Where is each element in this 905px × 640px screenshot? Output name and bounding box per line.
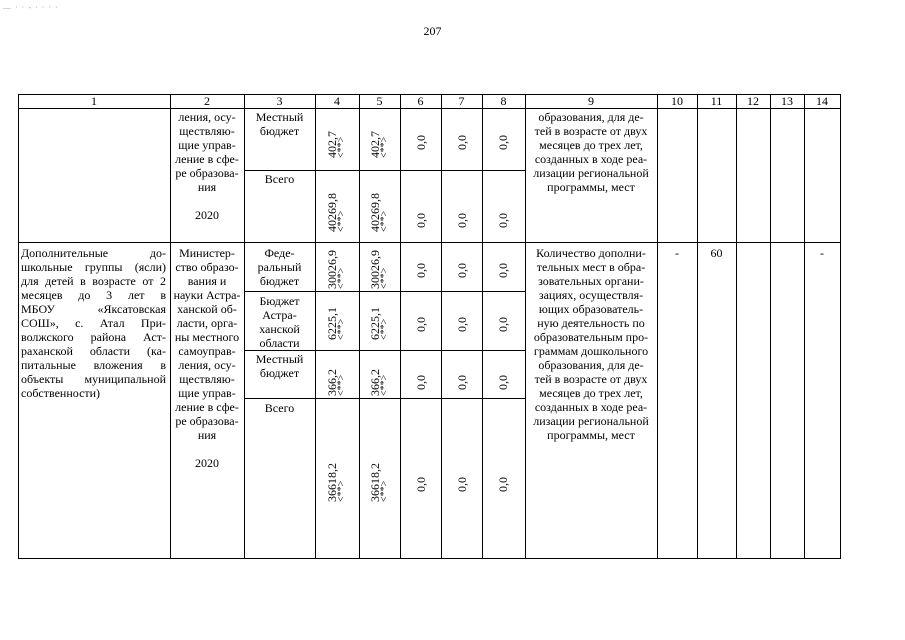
row2-executor-line: вания и xyxy=(187,274,227,288)
row-separator xyxy=(18,242,841,243)
row2-zero-9: 0,0 xyxy=(414,477,428,492)
row2-col14-value: - xyxy=(820,246,824,260)
row2-executor-line: ре образова- xyxy=(175,414,239,428)
row2-executor-line: науки Астра- xyxy=(173,288,241,302)
row2-source-regional xyxy=(246,294,313,350)
row1-local-col5-value: 402,7 xyxy=(368,131,382,158)
table-column-border xyxy=(804,94,805,559)
row2-source-federal-line: бюджет xyxy=(259,274,300,288)
row1-executor-line: ния xyxy=(197,180,217,194)
row2-executor-line: ханской об- xyxy=(177,302,237,316)
row2-federal-col4-note: <**> xyxy=(336,267,347,289)
row1-indicator-line: тей в возрасте от двух xyxy=(534,124,648,138)
row2-local-col5-value: 366,2 xyxy=(368,369,382,396)
row1-zero-4: 0,0 xyxy=(455,213,469,228)
row2-federal-col5-note: <**> xyxy=(379,267,390,289)
row2-indicator-line: ющих образователь- xyxy=(538,302,644,316)
row1-source-local xyxy=(246,110,313,138)
row2-col10-value: - xyxy=(675,246,679,260)
row2-zero-3: 0,0 xyxy=(414,317,428,332)
row2-source-total xyxy=(246,401,313,415)
row2-regional-col5-note: <**> xyxy=(379,318,390,340)
row2-object-line: месяцев до 3 лет в xyxy=(21,288,166,302)
header-col-6: 6 xyxy=(417,94,424,108)
row2-indicator-line: зовательных органи- xyxy=(538,274,644,288)
table-column-border xyxy=(657,94,658,559)
row1-executor-line: 2020 xyxy=(195,208,219,222)
row2-local-col5 xyxy=(370,369,389,396)
row2-executor-line: Министер- xyxy=(179,246,235,260)
row2-local-col4-note: <**> xyxy=(336,374,347,396)
header-col-8: 8 xyxy=(500,94,507,108)
row2-total-col5 xyxy=(370,463,389,502)
row1-indicator-line: программы, мест xyxy=(547,180,635,194)
row2-federal-col4-value: 30026,9 xyxy=(325,250,339,289)
header-col-7: 7 xyxy=(458,94,465,108)
header-col-3: 3 xyxy=(276,94,283,108)
table-column-border xyxy=(400,94,401,559)
row1-total-col4 xyxy=(327,193,346,232)
row2-executor-line: щие управ- xyxy=(178,386,236,400)
header-col-9: 9 xyxy=(588,94,594,108)
row1-indicator-line: созданных в ходе реа- xyxy=(534,152,648,166)
row2-federal-col5 xyxy=(370,250,389,289)
row2-zero-2: 0,0 xyxy=(496,263,510,278)
row2-indicator-line: месяцев до трех лет, xyxy=(539,386,643,400)
row2-executor-line: ны местного xyxy=(174,330,240,344)
row1-zero-5: 0,0 xyxy=(496,213,510,228)
row2-zero-7: 0,0 xyxy=(455,375,469,390)
row2-zero-1: 0,0 xyxy=(455,263,469,278)
row2-indicator xyxy=(527,246,655,442)
row1-executor-line: ление в сфе- xyxy=(175,152,239,166)
row1-subrow-line xyxy=(244,170,526,171)
row2-indicator-line: тей в возрасте от двух xyxy=(534,372,648,386)
row1-executor-line: ре образова- xyxy=(175,166,239,180)
row2-executor-line: самоуправ- xyxy=(178,344,236,358)
table-column-border xyxy=(482,94,483,559)
row2-executor-line xyxy=(172,442,242,456)
row2-source-local-line: бюджет xyxy=(259,366,300,380)
row2-local-col4 xyxy=(327,369,346,396)
row1-executor-line xyxy=(172,194,242,208)
row2-source-regional-line: области xyxy=(259,336,300,350)
header-col-12: 12 xyxy=(747,94,759,108)
row2-indicator-line: зациях, осуществля- xyxy=(538,288,644,302)
row2-indicator-line: тельных мест в обра- xyxy=(536,260,646,274)
row2-indicator-line: созданных в ходе реа- xyxy=(534,400,648,414)
row2-indicator-line: граммам дошкольного xyxy=(533,344,649,358)
row2-total-col5-note: <**> xyxy=(379,480,390,502)
row1-local-col4-note: <**> xyxy=(336,136,347,158)
row2-total-col4-value: 36618,2 xyxy=(325,463,339,502)
row2-zero-5: 0,0 xyxy=(496,317,510,332)
row2-regional-col4 xyxy=(327,307,346,340)
row1-indicator-line: лизации региональной xyxy=(533,166,649,180)
row2-local-col5-note: <**> xyxy=(379,374,390,396)
row1-total-col4-note: <**> xyxy=(336,210,347,232)
row1-executor xyxy=(172,110,242,222)
row1-source-total-line: Всего xyxy=(264,172,295,186)
row2-zero-8: 0,0 xyxy=(496,375,510,390)
row2-source-federal-line: ральный xyxy=(257,260,302,274)
row2-federal-col4 xyxy=(327,250,346,289)
row2-indicator-line: программы, мест xyxy=(547,428,635,442)
header-col-5: 5 xyxy=(376,94,383,108)
row2-total-col4 xyxy=(327,463,346,502)
row1-source-total xyxy=(246,172,313,186)
row2-object-line: собственности) xyxy=(21,386,101,400)
row2-federal-col5-value: 30026,9 xyxy=(368,250,382,289)
row1-indicator xyxy=(527,110,655,194)
row2-source-total-line: Всего xyxy=(264,401,295,415)
row1-zero-2: 0,0 xyxy=(496,135,510,150)
row2-indicator-line: Количество дополни- xyxy=(536,246,646,260)
row2-subrow-line xyxy=(244,398,526,399)
row2-executor-line: ществляю- xyxy=(179,372,235,386)
row1-total-col5-note: <**> xyxy=(379,210,390,232)
row2-executor xyxy=(172,246,242,470)
row1-indicator-line: месяцев до трех лет, xyxy=(539,138,643,152)
row2-zero-0: 0,0 xyxy=(414,263,428,278)
row1-zero-3: 0,0 xyxy=(414,213,428,228)
row2-regional-col5 xyxy=(370,307,389,340)
header-col-2: 2 xyxy=(204,94,210,108)
table-bottom-border xyxy=(18,558,841,559)
row2-executor-line: ласти, орга- xyxy=(176,316,238,330)
row2-object-line: объекты муниципальной xyxy=(21,372,166,386)
row1-executor-line: ления, осу- xyxy=(178,110,236,124)
row2-source-local xyxy=(246,352,313,380)
row1-source-local-line: бюджет xyxy=(259,124,300,138)
row2-object-line: волжского района Аст- xyxy=(21,330,166,344)
row2-executor-line: ления, осу- xyxy=(178,358,236,372)
row1-local-col5 xyxy=(370,131,389,158)
row2-object xyxy=(21,246,166,400)
row2-executor-line: ния xyxy=(197,428,217,442)
row2-zero-4: 0,0 xyxy=(455,317,469,332)
row2-object-line: МБОУ «Яксатовская xyxy=(21,302,166,316)
row1-indicator-line: образования, для де- xyxy=(538,110,644,124)
row2-object-line: питальные вложения в xyxy=(21,358,166,372)
row1-source-local-line: Местный xyxy=(255,110,304,124)
header-col-13: 13 xyxy=(781,94,793,108)
row1-local-col4 xyxy=(327,131,346,158)
scan-marks: — · · - · · · · xyxy=(3,3,59,12)
table-column-border xyxy=(697,94,698,559)
row2-indicator-line: лизации региональной xyxy=(533,414,649,428)
header-bottom-border xyxy=(18,108,841,109)
header-col-11: 11 xyxy=(710,94,723,108)
row2-executor-line: ление в сфе- xyxy=(175,400,239,414)
row2-regional-col5-value: 6225,1 xyxy=(368,307,382,340)
table-column-border xyxy=(18,94,19,559)
header-col-1: 1 xyxy=(91,94,97,108)
row2-object-line: СОШ», с. Атал При- xyxy=(21,316,166,330)
row2-regional-col4-note: <**> xyxy=(336,318,347,340)
row2-source-regional-line: Астра- xyxy=(262,308,297,322)
row2-indicator-line: образования, для де- xyxy=(538,358,644,372)
row2-indicator-line: образовательным про- xyxy=(533,330,649,344)
table-column-border xyxy=(736,94,737,559)
row2-zero-6: 0,0 xyxy=(414,375,428,390)
row1-local-col4-value: 402,7 xyxy=(325,131,339,158)
table-column-border xyxy=(441,94,442,559)
row1-total-col4-value: 40269,8 xyxy=(325,193,339,232)
row2-zero-10: 0,0 xyxy=(455,477,469,492)
row2-subrow-line xyxy=(244,291,526,292)
table-column-border xyxy=(170,94,171,559)
row2-col11-value: 60 xyxy=(710,246,723,260)
row1-total-col5 xyxy=(370,193,389,232)
row2-zero-11: 0,0 xyxy=(496,477,510,492)
table-column-border xyxy=(359,94,360,559)
row1-executor-line: ществляю- xyxy=(179,124,235,138)
table-column-border xyxy=(525,94,526,559)
row2-source-regional-line: Бюджет xyxy=(259,294,300,308)
table-column-border xyxy=(770,94,771,559)
row2-object-line: школьные группы (ясли) xyxy=(21,260,166,274)
header-col-14: 14 xyxy=(816,94,828,108)
row2-total-col4-note: <**> xyxy=(336,480,347,502)
row2-indicator-line: ную деятельность по xyxy=(537,316,645,330)
table-column-border xyxy=(315,94,316,559)
row1-local-col5-note: <**> xyxy=(379,136,390,158)
row2-executor-line: 2020 xyxy=(195,456,219,470)
row1-zero-0: 0,0 xyxy=(414,135,428,150)
row2-object-line: раханской области (ка- xyxy=(21,344,166,358)
header-col-4: 4 xyxy=(334,94,340,108)
table-column-border xyxy=(840,94,841,559)
row2-total-col5-value: 36618,2 xyxy=(368,463,382,502)
row2-source-federal-line: Феде- xyxy=(264,246,295,260)
row1-zero-1: 0,0 xyxy=(455,135,469,150)
row2-subrow-line xyxy=(244,350,526,351)
row2-source-local-line: Местный xyxy=(255,352,304,366)
header-col-10: 10 xyxy=(671,94,683,108)
row2-source-regional-line: ханской xyxy=(259,322,300,336)
page-number: 207 xyxy=(423,24,442,38)
table-column-border xyxy=(244,94,245,559)
row1-total-col5-value: 40269,8 xyxy=(368,193,382,232)
row2-executor-line: ство образо- xyxy=(175,260,239,274)
row2-object-line: Дополнительные до- xyxy=(21,246,166,260)
row1-executor-line: щие управ- xyxy=(178,138,236,152)
row2-local-col4-value: 366,2 xyxy=(325,369,339,396)
row2-regional-col4-value: 6225,1 xyxy=(325,307,339,340)
row2-object-line: для детей в возрасте от 2 xyxy=(21,274,166,288)
row2-source-federal xyxy=(246,246,313,288)
